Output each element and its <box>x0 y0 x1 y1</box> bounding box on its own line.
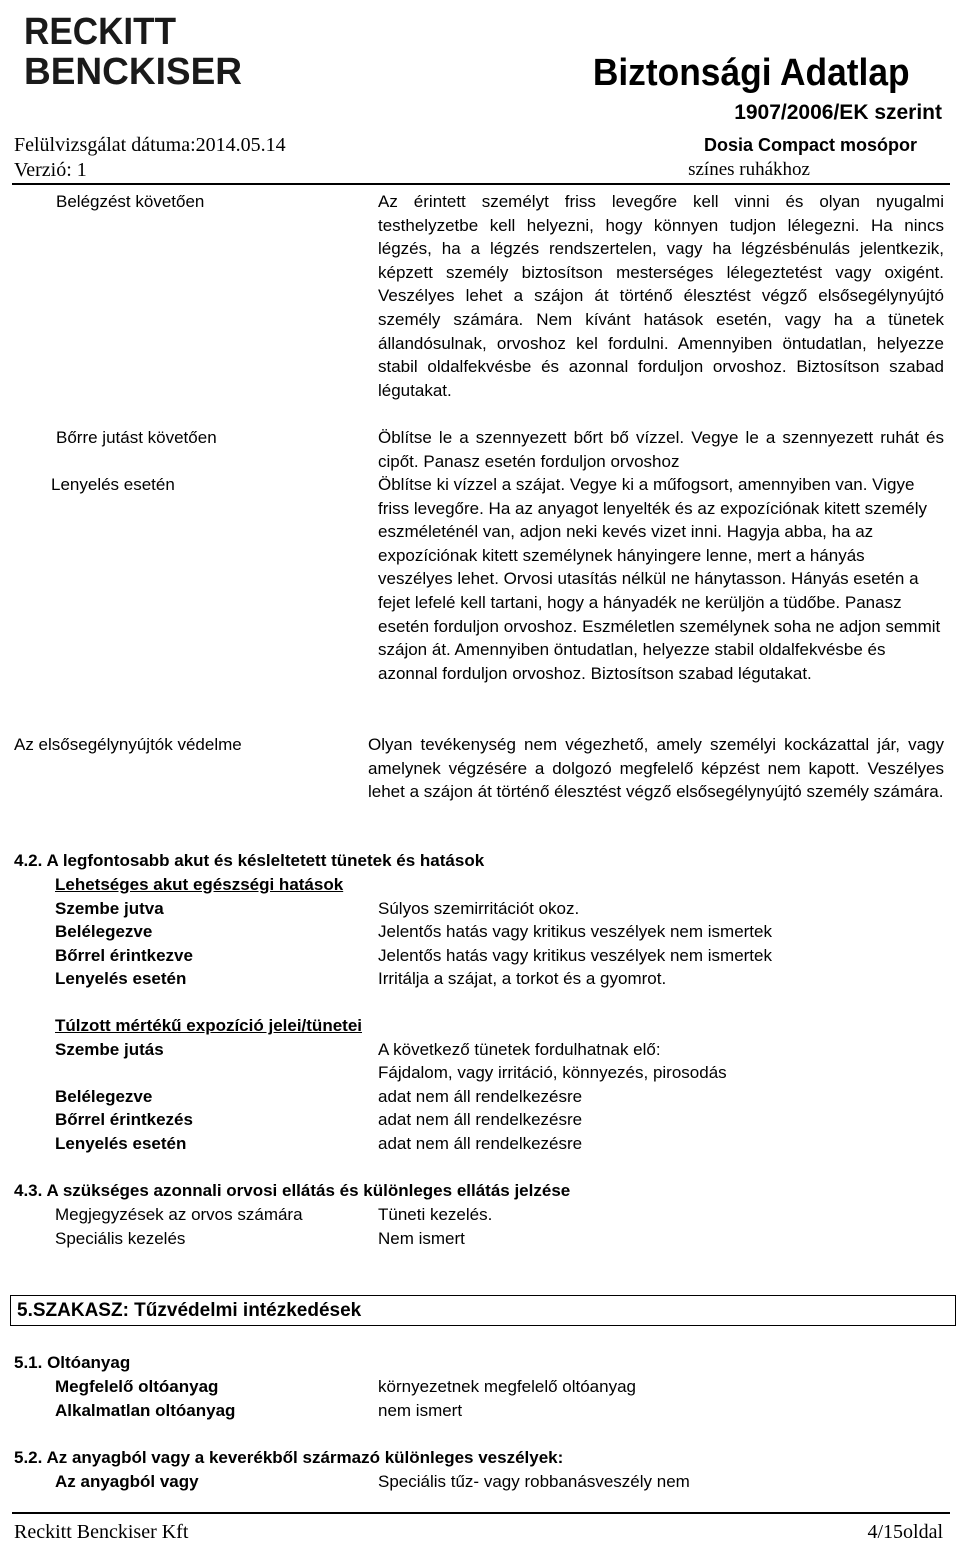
section-5-1-heading: 5.1. Oltóanyag <box>14 1353 131 1372</box>
version-label: Verzió: 1 <box>14 159 87 181</box>
company-logo <box>24 6 246 90</box>
regulation-reference: 1907/2006/EK szerint <box>734 101 942 124</box>
acute-ingestion-value: Irritálja a szájat, a torkot és a gyomrot. <box>378 969 667 988</box>
overexposure-eye-label: Szembe jutás <box>55 1040 164 1059</box>
overexposure-eye-value-1: A következő tünetek fordulhatnak elő: <box>378 1040 661 1059</box>
special-treatment-value: Nem ismert <box>378 1229 465 1248</box>
inhalation-label: Belégzést követően <box>56 192 205 211</box>
overexposure-ingestion-label: Lenyelés esetén <box>55 1134 187 1153</box>
page-number: 4/15oldal <box>867 1521 943 1543</box>
acute-inhalation-label: Belélegezve <box>55 922 153 941</box>
review-date: Felülvizsgálat dátuma:2014.05.14 <box>14 134 286 156</box>
suitable-media-value: környezetnek megfelelő oltóanyag <box>378 1377 636 1396</box>
acute-inhalation-value: Jelentős hatás vagy kritikus veszélyek nem ismertek <box>378 922 772 941</box>
logo-text-line2: BENCKISER <box>24 51 242 90</box>
skin-contact-text: Öblítse le a szennyezett bőrt bő vízzel. Vegye le a szennyezett ruhát és cipőt. Panasz esetén forduljon orvoshoz <box>378 428 944 471</box>
unsuitable-media-label: Alkalmatlan oltóanyag <box>55 1401 236 1420</box>
overexposure-ingestion-value: adat nem áll rendelkezésre <box>378 1134 583 1153</box>
special-hazards-label: Az anyagból vagy <box>55 1472 199 1491</box>
acute-effects-subheading: Lehetséges akut egészségi hatások <box>55 875 344 894</box>
first-aider-protection-label: Az elsősegélynyújtók védelme <box>14 735 242 754</box>
acute-ingestion-label: Lenyelés esetén <box>55 969 187 988</box>
section-5-title-box <box>10 1295 956 1326</box>
overexposure-inhalation-value: adat nem áll rendelkezésre <box>378 1087 583 1106</box>
first-aider-protection-text: Olyan tevékenység nem végezhető, amely személyi kockázattal jár, vagy amelynek végzésére a dolgozó megfelelő képzést nem kapott. Veszélyes lehet a szájon át történő élesztést végző elsősegélynyújtó személy számára. <box>368 735 944 802</box>
product-variant: színes ruhákhoz <box>688 159 810 180</box>
acute-eye-label: Szembe jutva <box>55 899 164 918</box>
special-hazards-value: Speciális tűz- vagy robbanásveszély nem <box>378 1472 690 1491</box>
section-4-2-heading: 4.2. A legfontosabb akut és késleltetett tünetek és hatások <box>14 851 485 870</box>
special-treatment-label: Speciális kezelés <box>55 1229 186 1248</box>
section-5-2-heading: 5.2. Az anyagból vagy a keverékből származó különleges veszélyek: <box>14 1448 564 1467</box>
suitable-media-label: Megfelelő oltóanyag <box>55 1377 219 1396</box>
logo-text-line1: RECKITT <box>24 11 176 53</box>
overexposure-inhalation-label: Belélegezve <box>55 1087 153 1106</box>
overexposure-skin-value: adat nem áll rendelkezésre <box>378 1110 583 1129</box>
ingestion-text: Öblítse ki vízzel a szájat. Vegye ki a műfogsort, amennyiben van. Vigye friss levegőre. Ha az anyagot lenyelték és az expozíciónak kitett személy eszméleténél van, adjon neki kevés vizet inni. Hagyja abba, ha az expozíciónak kitett személynek hányingere lenne, mert a hányás veszélyes lehet. Orvosi utasítás nélkül ne hánytasson. Hányás esetén a fejet lefelé kell tartani, hogy a hányadék ne kerüljön a tüdőbe. Panasz esetén forduljon orvoshoz. Eszméletlen személynek soha ne adjon semmit szájon át. Amennyiben öntudatlan, helyezze stabil oldalfekvésbe és azonnal forduljon orvoshoz. Biztosítson szabad légutakat. <box>378 475 941 683</box>
unsuitable-media-value: nem ismert <box>378 1401 463 1420</box>
ingestion-label: Lenyelés esetén <box>51 475 175 494</box>
section-5-title: 5.SZAKASZ: Tűzvédelmi intézkedések <box>17 1300 362 1321</box>
acute-skin-label: Bőrrel érintkezve <box>55 946 193 965</box>
product-name: Dosia Compact mosópor <box>703 135 917 155</box>
overexposure-skin-label: Bőrrel érintkezés <box>55 1110 193 1129</box>
acute-skin-value: Jelentős hatás vagy kritikus veszélyek nem ismertek <box>378 946 772 965</box>
section-4-3-heading: 4.3. A szükséges azonnali orvosi ellátás és különleges ellátás jelzése <box>14 1181 571 1200</box>
footer-company: Reckitt Benckiser Kft <box>14 1521 189 1543</box>
physician-notes-value: Tüneti kezelés. <box>378 1205 493 1224</box>
document-title: Biztonsági Adatlap <box>593 52 910 94</box>
overexposure-eye-value-2: Fájdalom, vagy irritáció, könnyezés, pirosodás <box>378 1063 727 1082</box>
skin-contact-label: Bőrre jutást követően <box>56 428 217 447</box>
footer-divider <box>12 1512 950 1514</box>
header-divider <box>12 183 950 185</box>
physician-notes-label: Megjegyzések az orvos számára <box>55 1205 303 1224</box>
overexposure-subheading: Túlzott mértékű expozíció jelei/tünetei <box>55 1016 362 1035</box>
acute-eye-value: Súlyos szemirritációt okoz. <box>378 899 580 918</box>
inhalation-text: Az érintett személyt friss levegőre kell vinni és olyan nyugalmi testhelyzetbe kell helyezni, hogy könnyen tudjon lélegezni. Ha nincs légzés, ha a légzés rendszertelen, vagy ha légzésbénulás jelentkezik, képzett személy biztosítson mesterséges lélegeztetést vagy oxigént. Veszélyes lehet a szájon át történő élesztést végző elsősegélynyújtó személy számára. Nem kívánt hatások esetén, vagy ha a tünetek állandósulnak, orvoshoz kel fordulni. Amennyiben öntudatlan, helyezze stabil oldalfekvésbe és azonnal forduljon orvoshoz. Biztosítson szabad légutakat. <box>378 192 944 400</box>
